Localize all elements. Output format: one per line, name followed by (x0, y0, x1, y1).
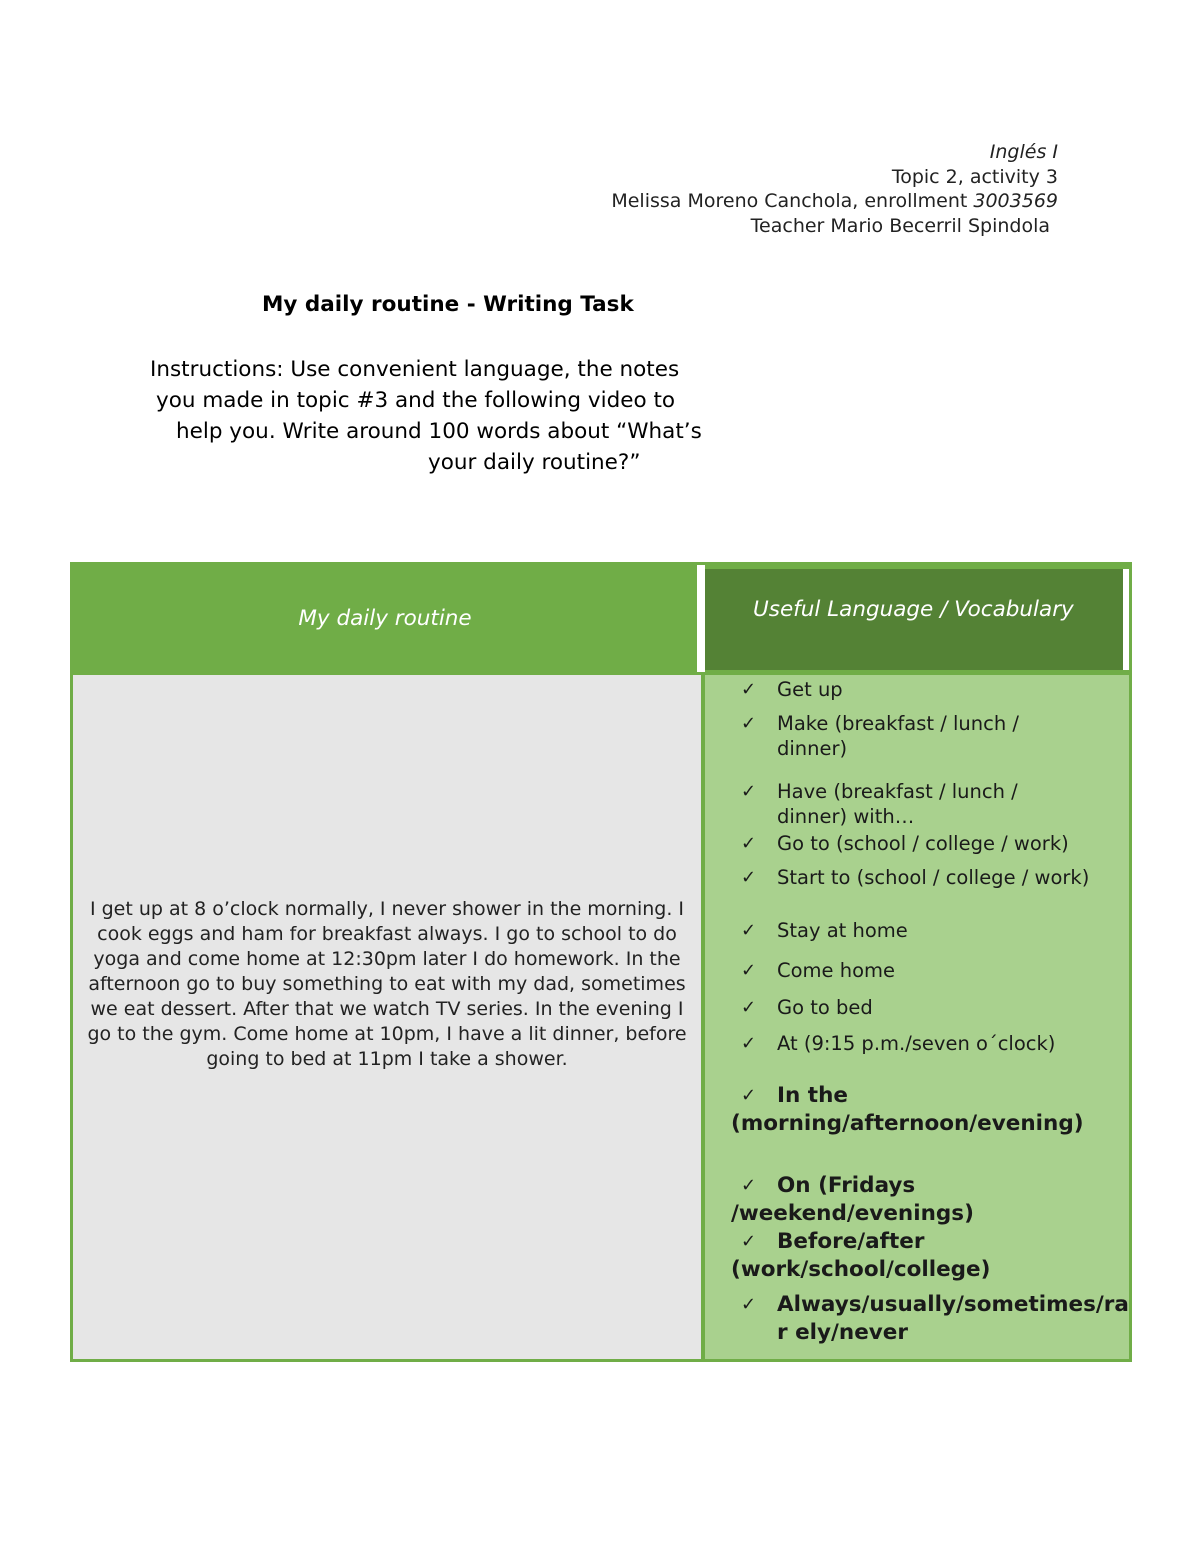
vocab-item (741, 995, 1101, 1020)
check-icon: ✓ (741, 679, 757, 700)
course-name: Inglés I (989, 141, 1058, 163)
routine-column-header (73, 565, 697, 672)
vocab-item (741, 779, 1041, 829)
vocab-item (741, 711, 1041, 761)
vocab-item (741, 865, 1161, 890)
vocab-text: In the (morning/afternoon/evening) (731, 1083, 1084, 1136)
vocab-item (731, 1082, 1091, 1138)
check-icon: ✓ (741, 781, 757, 802)
instructions (140, 354, 760, 478)
vocab-item (731, 1291, 1131, 1347)
instructions-line: you made in topic #3 and the following video to (156, 388, 676, 413)
vocab-item (731, 1228, 1001, 1284)
check-icon: ✓ (741, 1294, 757, 1315)
vocab-text: Get up (777, 678, 843, 701)
check-icon: ✓ (741, 867, 757, 888)
check-icon: ✓ (741, 1085, 757, 1106)
vocab-text: Always/usually/sometimes/ra r ely/never (777, 1292, 1129, 1345)
vocab-item (731, 1172, 991, 1228)
enrollment-number: 3003569 (973, 190, 1058, 212)
instructions-line: help you. Write around 100 words about “What’s (176, 419, 702, 444)
vocab-item (741, 918, 1101, 943)
vocab-column-header (705, 569, 1129, 670)
vocab-item (741, 958, 1101, 983)
vocab-item (741, 677, 1101, 702)
vocab-text: Stay at home (777, 919, 908, 942)
student-name: Melissa Moreno Canchola, enrollment (611, 190, 974, 212)
vocab-text: Come home (777, 959, 896, 982)
vocab-text: Go to (school / college / work) (777, 832, 1069, 855)
teacher-line: Teacher Mario Becerril Spindola (750, 214, 1050, 237)
check-icon: ✓ (741, 833, 757, 854)
document-title: My daily routine - Writing Task (262, 292, 634, 317)
topic-line: Topic 2, activity 3 (891, 165, 1058, 188)
vocab-item (741, 1031, 1141, 1056)
vocab-text: Have (breakfast / lunch / dinner) with… (777, 780, 1018, 828)
vocab-text: Go to bed (777, 996, 873, 1019)
student-line (611, 189, 1058, 214)
routine-cell (73, 675, 701, 1359)
check-icon: ✓ (741, 713, 757, 734)
document-header (611, 140, 1058, 238)
vocab-text: Start to (school / college / work) (777, 866, 1090, 889)
routine-column-title: My daily routine (298, 606, 472, 631)
vocab-text: At (9:15 p.m./seven o´clock) (777, 1032, 1056, 1055)
instructions-line: Instructions: Use convenient language, the notes (150, 357, 680, 382)
check-icon: ✓ (741, 1033, 757, 1054)
check-icon: ✓ (741, 1231, 757, 1252)
vocab-text: Before/after (work/school/college) (731, 1229, 991, 1282)
check-icon: ✓ (741, 960, 757, 981)
instructions-line: your daily routine?” (428, 450, 641, 475)
vocab-cell (705, 675, 1129, 1359)
header-divider (697, 565, 705, 672)
vocab-item (741, 831, 1141, 856)
check-icon: ✓ (741, 1175, 757, 1196)
check-icon: ✓ (741, 997, 757, 1018)
vocab-column-title: Useful Language / Vocabulary (753, 597, 1074, 622)
vocab-text: On (Fridays /weekend/evenings) (731, 1173, 974, 1226)
vocab-text: Make (breakfast / lunch / dinner) (777, 712, 1019, 760)
routine-table (70, 562, 1132, 1362)
check-icon: ✓ (741, 920, 757, 941)
routine-paragraph: I get up at 8 o’clock normally, I never shower in the morning. I cook eggs and ham for breakfast always. I go to school to do yoga and come home at 12:30pm later I do homework. In the afternoon go to buy something to eat with my dad, sometimes we eat dessert. After that we watch TV series. In the evening I go to the gym. Come home at 10pm, I have a lit dinner, before going to bed at 11pm I take a shower. (87, 897, 687, 1070)
